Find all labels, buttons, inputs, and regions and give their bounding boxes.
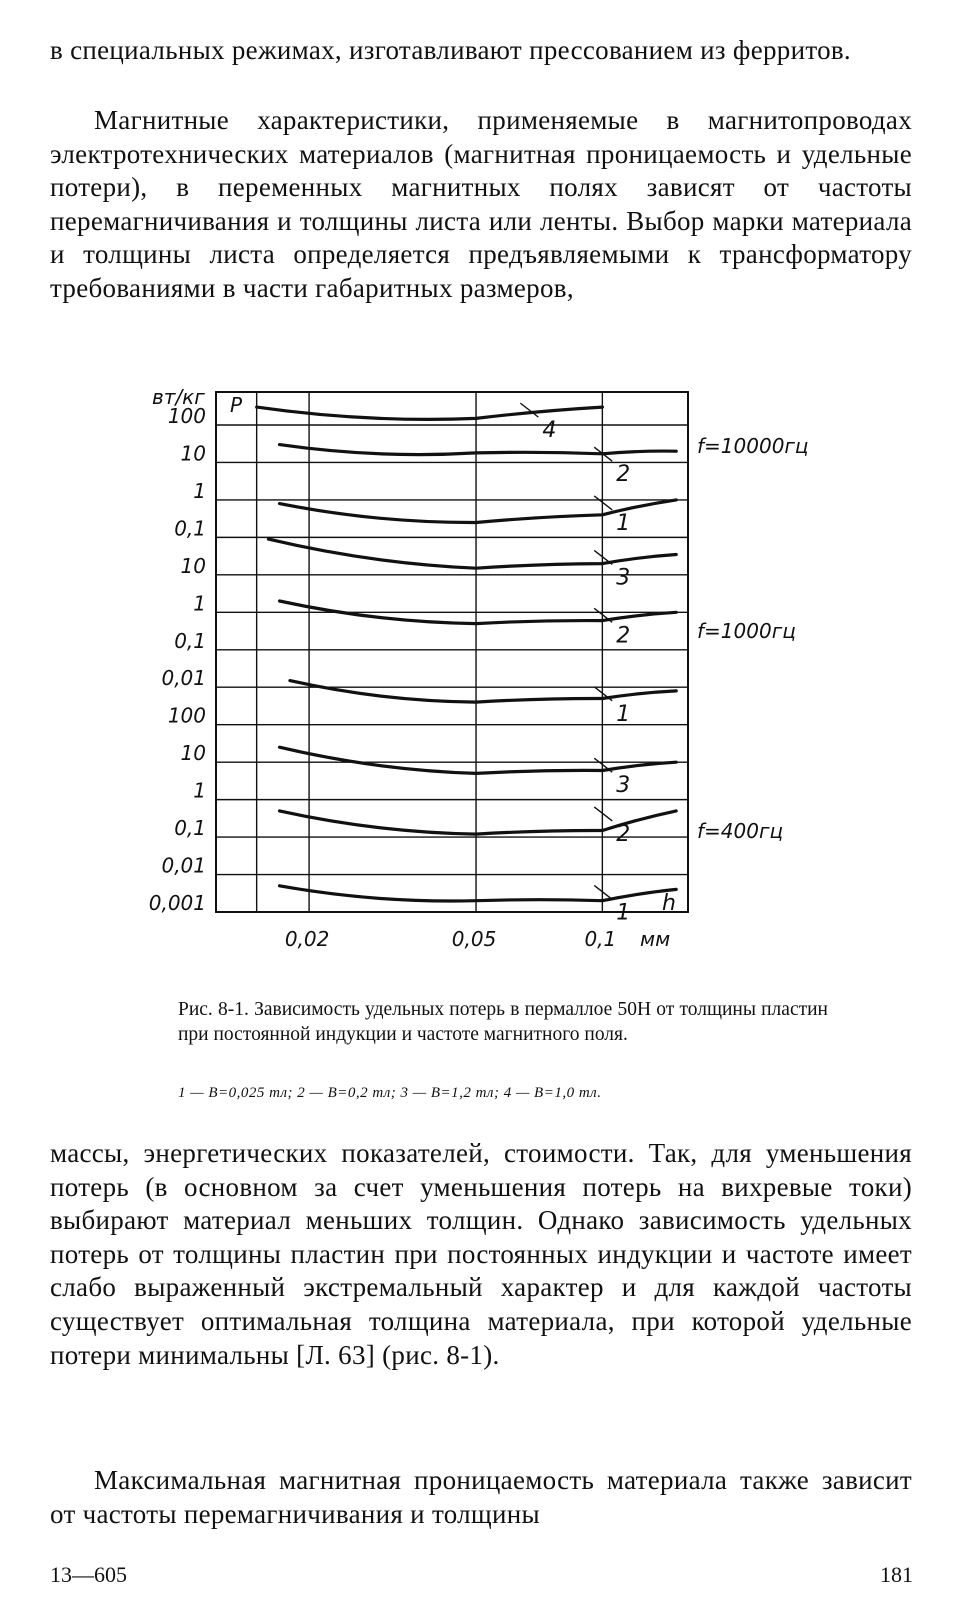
- x-symbol-label: h: [662, 891, 676, 916]
- freq-label-1000: f=1000гц: [697, 619, 796, 643]
- y-tick-label: 1: [193, 591, 206, 616]
- y-tick-label: 0,01: [161, 853, 206, 878]
- series-label-2: 2: [616, 623, 631, 649]
- curve-3: [280, 747, 677, 773]
- y-tick-label: 0,001: [148, 891, 206, 915]
- x-tick-label: 0,05: [451, 927, 497, 951]
- loss-chart: [140, 380, 840, 980]
- series-leader: [594, 496, 612, 510]
- freq-label-400: f=400гц: [697, 819, 784, 843]
- text-paragraph: в специальных режимах, изготавливают прессованием из ферритов.: [50, 35, 851, 65]
- y-tick-label: 0,01: [161, 666, 206, 691]
- text-paragraph: Максимальная магнитная проницаемость материала также зависит от частоты перемагничивания и толщины: [50, 1465, 912, 1529]
- y-tick-label: 10: [180, 741, 206, 766]
- y-tick-label: 1: [193, 778, 206, 803]
- series-label-1: 1: [616, 510, 631, 536]
- series-label-2: 2: [616, 462, 631, 488]
- figure-caption: Рис. 8-1. Зависимость удельных потерь в пермаллое 50Н от толщины пластин при постоянной индукции и частоте магнитного поля.: [178, 999, 828, 1045]
- y-unit-label: вт/кг: [152, 385, 205, 409]
- curve-1: [280, 886, 677, 901]
- series-label-2: 2: [616, 821, 631, 847]
- series-label-1: 1: [616, 701, 631, 727]
- y-symbol-label: P: [230, 393, 243, 417]
- series-label-3: 3: [616, 565, 631, 591]
- series-leader: [594, 885, 612, 899]
- freq-label-10000: f=10000гц: [697, 434, 809, 458]
- series-label-3: 3: [616, 773, 631, 799]
- y-tick-label: 100: [167, 703, 206, 728]
- x-tick-label: 0,02: [284, 927, 330, 951]
- curve-2: [280, 445, 677, 455]
- y-tick-label: 10: [180, 441, 206, 466]
- y-tick-label: 100: [167, 404, 206, 428]
- y-axis-labels: [149, 404, 206, 915]
- y-tick-label: 1: [193, 478, 206, 503]
- series-label-1: 1: [616, 900, 631, 926]
- curve-1: [290, 681, 676, 703]
- series-leader: [594, 807, 612, 821]
- x-tick-label: 0,1: [584, 927, 617, 951]
- y-tick-label: 10: [180, 553, 206, 578]
- text-paragraph: Магнитные характеристики, применяемые в магнитопроводах электротехнических материалов (магнитная проницаемость и удельные потери), в переменных магнитных полях зависят от частоты перемагничивания и толщины листа или ленты. Выбор марки материала и толщины листа определяется предъявляемыми к трансформатору требованиями в части габаритных размеров,: [50, 105, 912, 303]
- y-tick-label: 0,1: [174, 816, 206, 841]
- series-label-4: 4: [542, 418, 557, 444]
- text-paragraph: массы, энергетических показателей, стоимости. Так, для уменьшения потерь (в основном за счет уменьшения потерь на вихревые токи) выбирают материал меньших толщин. Однако зависимость удельных потерь от толщины пластин при постоянных индукции и частоте имеет слабо выраженный экстремальный характер и для каждой частоты существует оптимальная толщина материала, при которой удельные потери минимальны [Л. 63] (рис. 8-1).: [50, 1138, 912, 1370]
- page-signature: 13—605: [50, 1562, 127, 1587]
- chart-curves: [257, 403, 677, 925]
- x-axis-labels: [285, 927, 616, 951]
- page-number: 181: [880, 1562, 913, 1587]
- series-leader: [520, 403, 538, 417]
- curve-3: [268, 539, 676, 568]
- figure-legend: 1 — B=0,025 тл; 2 — B=0,2 тл; 3 — B=1,2 тл; 4 — B=1,0 тл.: [178, 1085, 602, 1101]
- y-tick-label: 0,1: [174, 628, 206, 653]
- x-unit-label: мм: [640, 927, 671, 951]
- y-tick-label: 0,1: [174, 516, 206, 541]
